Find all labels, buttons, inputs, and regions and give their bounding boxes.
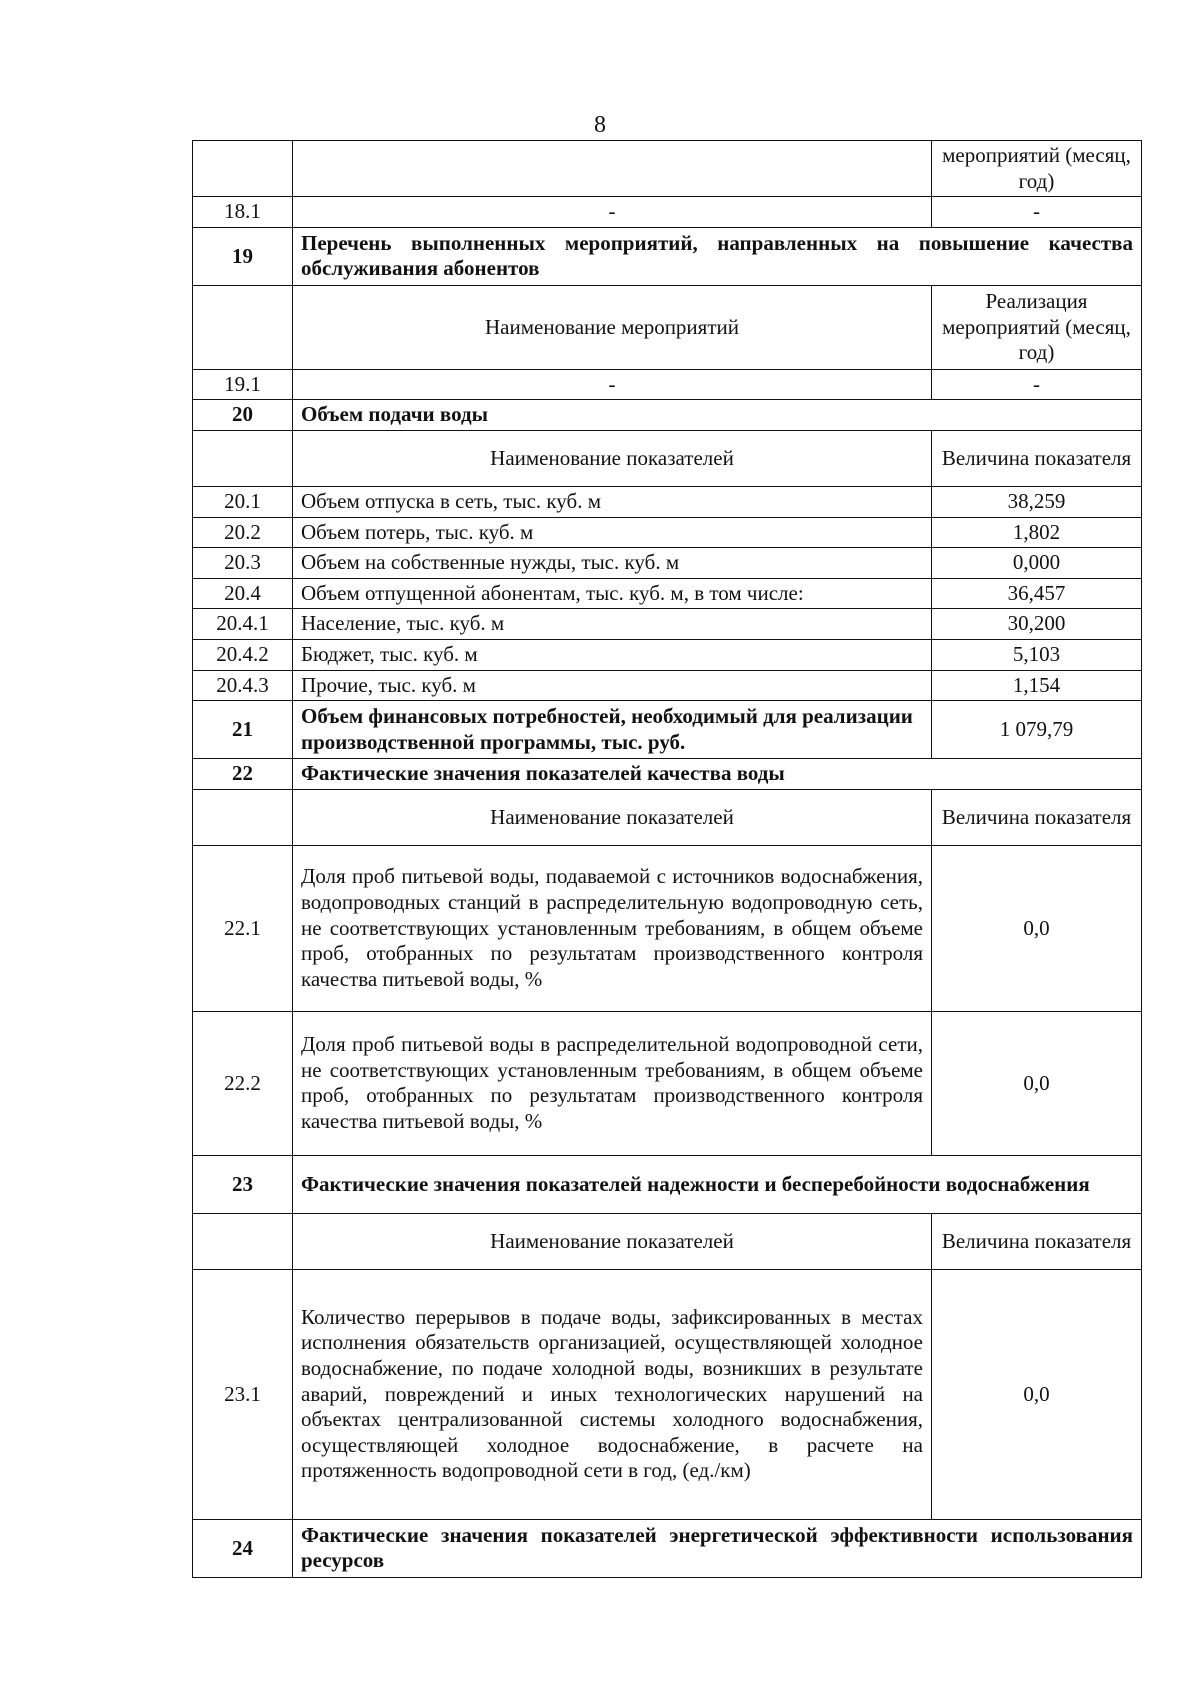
row-value: 0,0 bbox=[932, 845, 1142, 1011]
page-number: 8 bbox=[594, 112, 606, 138]
section-number: 19 bbox=[193, 227, 293, 285]
row-number: 20.2 bbox=[193, 517, 293, 548]
row-value: 5,103 bbox=[932, 640, 1142, 671]
row-name: Население, тыс. куб. м bbox=[293, 609, 932, 640]
table-row bbox=[193, 1011, 1142, 1155]
section-number: 20 bbox=[193, 400, 293, 431]
row-value: - bbox=[932, 369, 1142, 400]
row-name: - bbox=[293, 197, 932, 228]
number-cell bbox=[193, 285, 293, 369]
table-row bbox=[193, 487, 1142, 518]
row-name: Доля проб питьевой воды в распределительной водопроводной сети, не соответствующих установленным требованиям, в общем объеме проб, отобранных по результатам производственного контроля качества питьевой воды, % bbox=[293, 1011, 932, 1155]
row-value: 0,0 bbox=[932, 1011, 1142, 1155]
row-value: 36,457 bbox=[932, 578, 1142, 609]
row-name: Прочие, тыс. куб. м bbox=[293, 670, 932, 701]
indicators-table bbox=[192, 140, 1142, 1578]
section-title: Фактические значения показателей надежности и бесперебойности водоснабжения bbox=[293, 1155, 1142, 1213]
value-header-cell: Величина показателя bbox=[932, 1213, 1142, 1269]
value-header-cell: Реализация мероприятий (месяц, год) bbox=[932, 285, 1142, 369]
name-header-cell: Наименование мероприятий bbox=[293, 285, 932, 369]
row-number: 19.1 bbox=[193, 369, 293, 400]
section-row bbox=[193, 1519, 1142, 1577]
table-row bbox=[193, 845, 1142, 1011]
row-name: Объем на собственные нужды, тыс. куб. м bbox=[293, 548, 932, 579]
section-number: 24 bbox=[193, 1519, 293, 1577]
row-number: 20.4.1 bbox=[193, 609, 293, 640]
table-row bbox=[193, 141, 1142, 197]
row-number: 22.1 bbox=[193, 845, 293, 1011]
value-header-cell: мероприятий (месяц, год) bbox=[932, 141, 1142, 197]
number-cell bbox=[193, 789, 293, 845]
name-header-cell: Наименование показателей bbox=[293, 789, 932, 845]
table-row bbox=[193, 1213, 1142, 1269]
section-number: 22 bbox=[193, 759, 293, 790]
table-row bbox=[193, 670, 1142, 701]
table-row bbox=[193, 517, 1142, 548]
section-title: Объем подачи воды bbox=[293, 400, 1142, 431]
row-name: - bbox=[293, 369, 932, 400]
number-cell bbox=[193, 431, 293, 487]
row-number: 22.2 bbox=[193, 1011, 293, 1155]
row-value: 30,200 bbox=[932, 609, 1142, 640]
row-number: 20.4.2 bbox=[193, 640, 293, 671]
name-header-cell: Наименование показателей bbox=[293, 431, 932, 487]
section-row bbox=[193, 400, 1142, 431]
row-name: Бюджет, тыс. куб. м bbox=[293, 640, 932, 671]
row-value: 1 079,79 bbox=[932, 701, 1142, 759]
table-row bbox=[193, 578, 1142, 609]
section-title: Фактические значения показателей энергетической эффективности использования ресурсов bbox=[293, 1519, 1142, 1577]
section-title: Фактические значения показателей качества воды bbox=[293, 759, 1142, 790]
row-number: 21 bbox=[193, 701, 293, 759]
table-row bbox=[193, 640, 1142, 671]
number-cell bbox=[193, 141, 293, 197]
section-row bbox=[193, 227, 1142, 285]
name-cell bbox=[293, 141, 932, 197]
table-row bbox=[193, 1269, 1142, 1519]
table-row bbox=[193, 285, 1142, 369]
section-title: Перечень выполненных мероприятий, направленных на повышение качества обслуживания абонентов bbox=[293, 227, 1142, 285]
row-number: 23.1 bbox=[193, 1269, 293, 1519]
table-row bbox=[193, 789, 1142, 845]
section-row bbox=[193, 1155, 1142, 1213]
row-name: Количество перерывов в подаче воды, зафиксированных в местах исполнения обязательств организацией, осуществляющей холодное водоснабжение, по подаче холодной воды, возникших в результате аварий, повреждений и иных технологических нарушений на объектах централизованной системы холодного водоснабжения, осуществляющей холодное водоснабжение, в расчете на протяженность водопроводной сети в год, (ед./км) bbox=[293, 1269, 932, 1519]
row-number: 20.3 bbox=[193, 548, 293, 579]
row-name: Объем финансовых потребностей, необходимый для реализации производственной программы, тыс. руб. bbox=[293, 701, 932, 759]
value-header-cell: Величина показателя bbox=[932, 789, 1142, 845]
table-row bbox=[193, 197, 1142, 228]
row-value: 1,154 bbox=[932, 670, 1142, 701]
row-value: 0,000 bbox=[932, 548, 1142, 579]
table-row bbox=[193, 431, 1142, 487]
table-row bbox=[193, 548, 1142, 579]
row-name: Объем отпущенной абонентам, тыс. куб. м, в том числе: bbox=[293, 578, 932, 609]
number-cell bbox=[193, 1213, 293, 1269]
row-number: 20.1 bbox=[193, 487, 293, 518]
row-name: Доля проб питьевой воды, подаваемой с источников водоснабжения, водопроводных станций в распределительную водопроводную сеть, не соответствующих установленным требованиям, в общем объеме проб, отобранных по результатам производственного контроля качества питьевой воды, % bbox=[293, 845, 932, 1011]
table-row bbox=[193, 609, 1142, 640]
row-value: 0,0 bbox=[932, 1269, 1142, 1519]
row-name: Объем отпуска в сеть, тыс. куб. м bbox=[293, 487, 932, 518]
row-number: 20.4.3 bbox=[193, 670, 293, 701]
section-row bbox=[193, 759, 1142, 790]
section-number: 23 bbox=[193, 1155, 293, 1213]
table-row bbox=[193, 369, 1142, 400]
row-value: 38,259 bbox=[932, 487, 1142, 518]
row-number: 18.1 bbox=[193, 197, 293, 228]
table-row bbox=[193, 701, 1142, 759]
row-number: 20.4 bbox=[193, 578, 293, 609]
row-value: - bbox=[932, 197, 1142, 228]
name-header-cell: Наименование показателей bbox=[293, 1213, 932, 1269]
value-header-cell: Величина показателя bbox=[932, 431, 1142, 487]
row-value: 1,802 bbox=[932, 517, 1142, 548]
row-name: Объем потерь, тыс. куб. м bbox=[293, 517, 932, 548]
